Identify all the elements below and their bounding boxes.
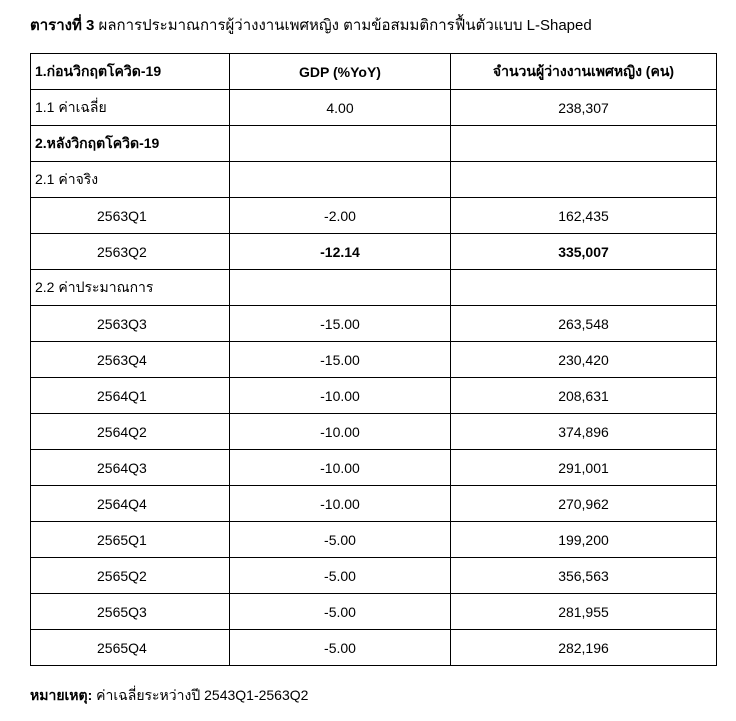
gdp-cell: -15.00 [230,306,451,342]
count-cell: 335,007 [451,234,717,270]
footnote-text: ค่าเฉลี่ยระหว่างปี 2543Q1-2563Q2 [92,687,309,703]
quarter-cell: 2564Q3 [31,450,230,486]
quarter-cell: 2563Q3 [31,306,230,342]
footnote-label: หมายเหตุ: [30,687,93,703]
table-row [31,234,717,270]
quarter-cell: 2564Q4 [31,486,230,522]
quarter-cell: 2565Q1 [31,522,230,558]
gdp-cell: -12.14 [230,234,451,270]
quarter-cell: 2565Q2 [31,558,230,594]
gdp-cell: -5.00 [230,594,451,630]
section-post-covid: 2.หลังวิกฤตโควิด-19 [31,126,230,162]
table-row [31,594,717,630]
gdp-cell: -5.00 [230,558,451,594]
gdp-cell: -5.00 [230,522,451,558]
footnote [30,685,308,707]
gdp-cell: -2.00 [230,198,451,234]
count-cell: 374,896 [451,414,717,450]
empty-cell [451,162,717,198]
count-cell: 162,435 [451,198,717,234]
table-row [31,198,717,234]
gdp-cell: -10.00 [230,486,451,522]
empty-cell [230,270,451,306]
subsection-actual: 2.1 ค่าจริง [31,162,230,198]
count-cell: 282,196 [451,630,717,666]
empty-cell [230,162,451,198]
gdp-cell: -5.00 [230,630,451,666]
average-label: 1.1 ค่าเฉลี่ย [31,90,230,126]
empty-cell [451,270,717,306]
header-gdp: GDP (%YoY) [230,54,451,90]
count-cell: 263,548 [451,306,717,342]
count-cell: 199,200 [451,522,717,558]
section-row [31,126,717,162]
gdp-cell: -10.00 [230,378,451,414]
table-row [31,378,717,414]
caption-label: ตารางที่ 3 [30,17,95,34]
caption-text: ผลการประมาณการผู้ว่างงานเพศหญิง ตามข้อสมมติการฟื้นตัวแบบ L-Shaped [94,17,592,34]
table-row [31,414,717,450]
table-row [31,450,717,486]
subsection-estimate: 2.2 ค่าประมาณการ [31,270,230,306]
empty-cell [230,126,451,162]
quarter-cell: 2563Q1 [31,198,230,234]
average-gdp: 4.00 [230,90,451,126]
table-row [31,558,717,594]
gdp-cell: -10.00 [230,414,451,450]
header-period: 1.ก่อนวิกฤตโควิด-19 [31,54,230,90]
table-row [31,342,717,378]
empty-cell [451,126,717,162]
quarter-cell: 2564Q2 [31,414,230,450]
header-row [31,54,717,90]
table-row [31,306,717,342]
average-row [31,90,717,126]
table-caption [30,13,592,37]
table-row [31,522,717,558]
gdp-cell: -15.00 [230,342,451,378]
average-count: 238,307 [451,90,717,126]
subsection-row [31,270,717,306]
count-cell: 356,563 [451,558,717,594]
subsection-row [31,162,717,198]
header-count: จำนวนผู้ว่างงานเพศหญิง (คน) [451,54,717,90]
count-cell: 230,420 [451,342,717,378]
unemployment-table [30,53,717,666]
count-cell: 270,962 [451,486,717,522]
quarter-cell: 2563Q4 [31,342,230,378]
table-row [31,630,717,666]
table-row [31,486,717,522]
quarter-cell: 2564Q1 [31,378,230,414]
quarter-cell: 2565Q3 [31,594,230,630]
count-cell: 208,631 [451,378,717,414]
quarter-cell: 2563Q2 [31,234,230,270]
quarter-cell: 2565Q4 [31,630,230,666]
count-cell: 281,955 [451,594,717,630]
count-cell: 291,001 [451,450,717,486]
gdp-cell: -10.00 [230,450,451,486]
